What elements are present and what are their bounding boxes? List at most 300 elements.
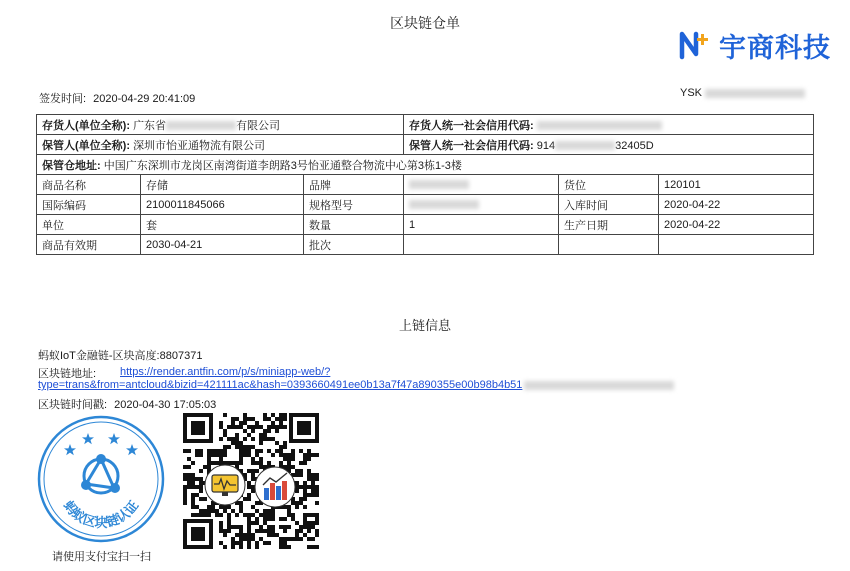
qr-module	[307, 457, 311, 461]
qr-module	[251, 469, 255, 473]
qr-module	[235, 433, 239, 437]
blockchain-seal-icon	[36, 414, 166, 544]
qr-module	[239, 425, 243, 429]
qr-module	[211, 449, 215, 453]
qr-module	[239, 529, 243, 533]
depositor-label: 存货人(单位全称):	[42, 119, 130, 132]
sign-time	[39, 90, 195, 106]
qr-module	[287, 513, 291, 517]
qr-module	[203, 465, 207, 469]
qr-module	[267, 541, 271, 545]
qr-module	[279, 421, 283, 425]
brand-mark-icon	[679, 30, 715, 60]
qr-module	[187, 465, 191, 469]
qr-module	[191, 513, 195, 517]
qr-module	[247, 513, 251, 517]
qr-module	[311, 525, 315, 529]
qr-module	[247, 533, 251, 537]
qr-module	[247, 449, 251, 453]
sign-time-value: 2020-04-29 20:41:09	[93, 93, 196, 105]
qr-module	[275, 417, 279, 421]
chain-section-title: 上链信息	[398, 318, 451, 333]
qr-module	[291, 513, 295, 517]
qr-module	[239, 453, 243, 457]
qr-module	[243, 429, 247, 433]
qr-module	[259, 457, 263, 461]
qr-module	[235, 445, 239, 449]
redaction-mask	[705, 89, 805, 98]
seal-text: 蚂蚁区块链认证	[59, 498, 143, 531]
qr-module	[303, 505, 307, 509]
sign-time-label: 签发时间:	[39, 93, 87, 105]
qr-module	[271, 509, 275, 513]
qr-module	[303, 533, 307, 537]
qr-module	[275, 425, 279, 429]
qr-module	[199, 469, 203, 473]
qr-module	[299, 537, 303, 541]
qr-module	[247, 525, 251, 529]
qr-module	[187, 457, 191, 461]
qr-module	[259, 433, 263, 437]
qr-module	[299, 529, 303, 533]
qr-module	[263, 513, 267, 517]
qr-module	[195, 493, 199, 497]
qty-label: 数量	[304, 215, 404, 235]
qr-module	[259, 437, 263, 441]
qr-module	[315, 513, 319, 517]
qr-module	[303, 461, 307, 465]
qr-module	[307, 469, 311, 473]
block-height: 蚂蚁IoT金融链-区块高度:8807371	[38, 350, 203, 362]
qr-module	[199, 481, 203, 485]
qr-module	[219, 425, 223, 429]
qr-module	[191, 493, 195, 497]
qr-module	[255, 453, 259, 457]
qr-module	[223, 429, 227, 433]
qr-module	[275, 441, 279, 445]
qr-module	[267, 533, 271, 537]
in-date-label: 入库时间	[559, 195, 659, 215]
goods-name-value: 存储	[141, 175, 304, 195]
qr-module	[283, 453, 287, 457]
qr-module	[255, 545, 259, 549]
qr-module	[195, 485, 199, 489]
qr-module	[299, 525, 303, 529]
qr-module	[219, 525, 223, 529]
qr-module	[191, 481, 195, 485]
qr-module	[311, 453, 315, 457]
qr-module	[283, 541, 287, 545]
qr-module	[239, 505, 243, 509]
qr-module	[263, 437, 267, 441]
depositor-credit-label: 存货人统一社会信用代码:	[409, 119, 534, 132]
qr-module	[251, 445, 255, 449]
qr-module	[235, 525, 239, 529]
intl-code-label: 国际编码	[37, 195, 141, 215]
chain-address-link-line1[interactable]: https://render.antfin.com/p/s/miniapp-web/?	[120, 366, 331, 378]
qr-module	[231, 545, 235, 549]
qr-module	[251, 457, 255, 461]
redaction-mask	[555, 141, 615, 150]
qr-module	[267, 425, 271, 429]
qr-module	[299, 469, 303, 473]
qr-module	[183, 489, 187, 493]
qr-module	[247, 517, 251, 521]
qr-module	[207, 465, 211, 469]
qr-module	[307, 449, 311, 453]
qr-module	[299, 461, 303, 465]
qr-module	[315, 493, 319, 497]
qr-module	[247, 529, 251, 533]
qr-module	[279, 417, 283, 421]
qr-module	[219, 521, 223, 525]
qr-module	[315, 485, 319, 489]
qr-module	[259, 449, 263, 453]
redaction-mask	[537, 121, 662, 130]
qr-module	[287, 525, 291, 529]
qr-module	[251, 513, 255, 517]
qr-module	[235, 441, 239, 445]
qr-module	[303, 453, 307, 457]
qr-module	[247, 417, 251, 421]
qr-module	[287, 505, 291, 509]
qr-module	[207, 457, 211, 461]
qr-module	[239, 533, 243, 537]
qr-module	[271, 453, 275, 457]
qr-module	[279, 445, 283, 449]
qr-module	[311, 493, 315, 497]
qr-module	[255, 501, 259, 505]
qr-module	[191, 473, 195, 477]
qr-module	[255, 541, 259, 545]
batch-label: 批次	[304, 235, 404, 255]
redaction-mask	[409, 200, 479, 209]
qr-module	[307, 521, 311, 525]
qr-module	[311, 473, 315, 477]
qr-module	[303, 489, 307, 493]
qr-module	[251, 437, 255, 441]
qr-module	[299, 473, 303, 477]
qr-module	[251, 429, 255, 433]
table-row	[37, 235, 814, 255]
qr-module	[311, 481, 315, 485]
table-row	[37, 115, 814, 135]
scan-caption: 请使用支付宝扫一扫	[52, 551, 151, 563]
qr-module	[279, 525, 283, 529]
qr-module	[283, 537, 287, 541]
qr-module	[239, 541, 243, 545]
qr-module	[259, 513, 263, 517]
qr-module	[223, 533, 227, 537]
qr-module	[279, 425, 283, 429]
qr-module	[267, 417, 271, 421]
qr-module	[263, 429, 267, 433]
qr-module	[255, 461, 259, 465]
qr-module	[231, 525, 235, 529]
qr-module	[271, 513, 275, 517]
qr-module	[263, 417, 267, 421]
spec-label: 规格型号	[304, 195, 404, 215]
qr-module	[307, 453, 311, 457]
qr-module	[227, 425, 231, 429]
qr-module	[239, 421, 243, 425]
qr-module	[279, 461, 283, 465]
qr-module	[311, 521, 315, 525]
redaction-mask	[409, 180, 469, 189]
qr-module	[199, 497, 203, 501]
qr-module	[243, 417, 247, 421]
qr-module	[191, 485, 195, 489]
qr-module	[303, 525, 307, 529]
qr-module	[239, 537, 243, 541]
qr-module	[247, 481, 251, 485]
qr-module	[295, 521, 299, 525]
qr-module	[247, 469, 251, 473]
qr-module	[251, 533, 255, 537]
qr-module	[223, 461, 227, 465]
qr-module	[231, 417, 235, 421]
qr-module	[203, 509, 207, 513]
qr-module	[287, 509, 291, 513]
qr-module	[291, 449, 295, 453]
qr-module	[207, 513, 211, 517]
qr-module	[291, 517, 295, 521]
qr-module	[303, 493, 307, 497]
qr-module	[235, 437, 239, 441]
qr-module	[243, 445, 247, 449]
qr-module	[291, 537, 295, 541]
qr-module	[283, 413, 287, 417]
table-row	[37, 195, 814, 215]
qr-module	[223, 545, 227, 549]
qr-module	[247, 541, 251, 545]
qr-module	[311, 477, 315, 481]
chain-address-link-line2[interactable]	[38, 379, 674, 391]
qr-module	[259, 441, 263, 445]
qr-module	[311, 489, 315, 493]
keeper-credit-cell	[404, 135, 814, 155]
chain-address-label: 区块链地址:	[38, 368, 97, 380]
qr-module	[239, 457, 243, 461]
qr-module	[287, 453, 291, 457]
qr-module	[315, 501, 319, 505]
qr-module	[187, 481, 191, 485]
qr-module	[315, 521, 319, 525]
qr-module	[211, 453, 215, 457]
chain-timestamp	[38, 396, 216, 412]
qr-module	[255, 449, 259, 453]
qr-module	[211, 509, 215, 513]
qr-module	[291, 501, 295, 505]
qr-module	[183, 473, 187, 477]
qr-module	[287, 537, 291, 541]
brand-logo	[679, 28, 831, 62]
qr-module	[279, 449, 283, 453]
chain-timestamp-value: 2020-04-30 17:05:03	[114, 399, 217, 411]
qr-module	[207, 453, 211, 457]
qr-module	[243, 453, 247, 457]
qr-module	[227, 461, 231, 465]
keeper-cell	[37, 135, 404, 155]
qr-module	[183, 501, 187, 505]
qr-module	[187, 449, 191, 453]
qr-module	[283, 457, 287, 461]
qr-module	[247, 425, 251, 429]
keeper-label: 保管人(单位全称):	[42, 139, 130, 152]
qr-module	[267, 449, 271, 453]
qr-module	[247, 497, 251, 501]
document-title: 区块链仓单	[390, 15, 460, 31]
qr-module	[259, 529, 263, 533]
qr-module	[243, 513, 247, 517]
qr-module	[307, 545, 311, 549]
qr-module	[295, 501, 299, 505]
qr-module	[235, 461, 239, 465]
qr-module	[247, 433, 251, 437]
qr-module	[183, 485, 187, 489]
receipt-number	[680, 87, 805, 99]
svg-text:蚂蚁区块链认证	[60, 498, 142, 531]
qr-module	[251, 505, 255, 509]
qr-module	[271, 525, 275, 529]
qr-module	[283, 529, 287, 533]
prod-date-label: 生产日期	[559, 215, 659, 235]
qr-module	[303, 457, 307, 461]
qr-module	[263, 509, 267, 513]
qr-module	[235, 541, 239, 545]
qr-module	[315, 489, 319, 493]
qr-module	[267, 437, 271, 441]
table-row	[37, 215, 814, 235]
receipt-table	[36, 114, 814, 255]
warehouse-address-label: 保管仓地址:	[42, 159, 101, 172]
empty-cell	[659, 235, 814, 255]
qr-module	[247, 485, 251, 489]
qr-module	[231, 421, 235, 425]
qr-module	[231, 541, 235, 545]
qr-module	[207, 449, 211, 453]
qr-module	[219, 529, 223, 533]
intl-code-value: 2100011845066	[141, 195, 304, 215]
qr-module	[255, 517, 259, 521]
qr-module	[271, 413, 275, 417]
qr-module	[315, 533, 319, 537]
qr-module	[307, 513, 311, 517]
qr-module	[227, 505, 231, 509]
qr-module	[227, 525, 231, 529]
qr-module	[251, 473, 255, 477]
qr-module	[279, 545, 283, 549]
qr-module	[191, 505, 195, 509]
empty-cell	[559, 235, 659, 255]
qr-module	[255, 469, 259, 473]
qr-module	[191, 497, 195, 501]
qr-module	[191, 477, 195, 481]
qr-module	[283, 517, 287, 521]
qr-module	[223, 445, 227, 449]
qr-code-icon[interactable]	[181, 411, 321, 551]
redaction-mask	[524, 381, 674, 390]
brand-name: 宇商科技	[719, 32, 831, 63]
warehouse-address-value: 中国广东深圳市龙岗区南湾街道李朗路3号怡亚通整合物流中心第3栋1-3楼	[103, 159, 462, 172]
qr-module	[271, 529, 275, 533]
qr-module	[283, 545, 287, 549]
qr-module	[279, 537, 283, 541]
qr-module	[231, 509, 235, 513]
keeper-credit-suffix: 32405D	[615, 139, 654, 152]
qr-module	[287, 465, 291, 469]
qr-module	[199, 509, 203, 513]
qr-module	[223, 505, 227, 509]
qr-module	[243, 449, 247, 453]
prod-date-value: 2020-04-22	[659, 215, 814, 235]
qr-module	[295, 489, 299, 493]
goods-name-label: 商品名称	[37, 175, 141, 195]
qr-module	[267, 509, 271, 513]
qr-module	[283, 417, 287, 421]
qr-module	[199, 477, 203, 481]
qr-module	[307, 537, 311, 541]
qr-module	[203, 513, 207, 517]
qr-module	[231, 441, 235, 445]
qr-module	[263, 521, 267, 525]
depositor-value-prefix: 广东省	[133, 119, 167, 132]
qr-module	[303, 481, 307, 485]
unit-value: 套	[141, 215, 304, 235]
depositor-credit-cell	[404, 115, 814, 135]
qr-module	[223, 509, 227, 513]
depositor-value	[133, 120, 280, 132]
qr-module	[311, 485, 315, 489]
qr-module	[191, 501, 195, 505]
qr-module	[239, 545, 243, 549]
qr-module	[303, 513, 307, 517]
qr-module	[195, 505, 199, 509]
qr-module	[259, 465, 263, 469]
qr-module	[303, 497, 307, 501]
qr-module	[267, 461, 271, 465]
qr-module	[227, 517, 231, 521]
qr-module	[227, 529, 231, 533]
qr-module	[271, 425, 275, 429]
qr-module	[199, 513, 203, 517]
qr-module	[283, 425, 287, 429]
depositor-cell	[37, 115, 404, 135]
qr-module	[295, 537, 299, 541]
qr-module	[311, 513, 315, 517]
qr-module	[287, 457, 291, 461]
qr-module	[279, 453, 283, 457]
qr-module	[251, 461, 255, 465]
qr-module	[255, 521, 259, 525]
qr-module	[299, 501, 303, 505]
qr-module	[251, 537, 255, 541]
qr-module	[271, 533, 275, 537]
unit-label: 单位	[37, 215, 141, 235]
qr-module	[219, 453, 223, 457]
chain-address-line2-text[interactable]: type=trans&from=antcloud&bizid=421111ac&hash=0393660491ee0b13a7f47a890355e00b98b4b51	[38, 379, 523, 391]
qr-module	[223, 413, 227, 417]
qr-module	[307, 477, 311, 481]
qr-module	[251, 489, 255, 493]
qr-module	[315, 473, 319, 477]
qr-module	[299, 497, 303, 501]
qr-module	[307, 485, 311, 489]
qr-module	[267, 513, 271, 517]
qr-module	[287, 461, 291, 465]
qr-module	[223, 529, 227, 533]
qr-module	[227, 437, 231, 441]
